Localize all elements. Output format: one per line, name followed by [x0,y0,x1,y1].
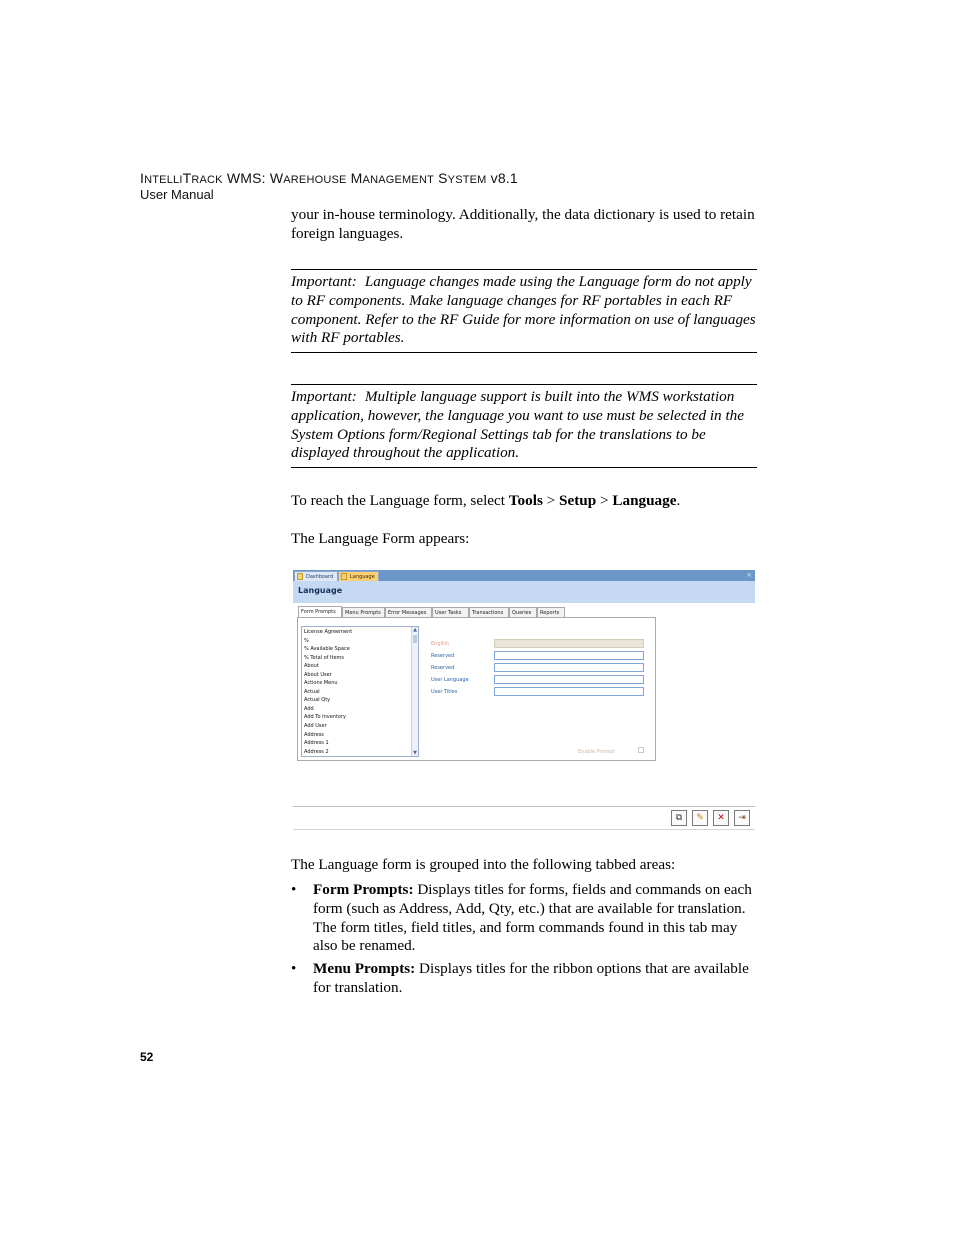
english-field [494,639,644,648]
reserved-label-2: Reserved [431,665,455,671]
tab-user-tasks[interactable]: User Tasks [432,607,469,617]
list-item[interactable]: Actual Qty [304,697,331,704]
running-header-title: INTELLITRACK WMS: WAREHOUSE MANAGEMENT SYSTEM v8.1 [140,170,518,186]
intro-paragraph: your in-house terminology. Additionally, the data dictionary is used to retain foreign languages. [291,206,755,242]
important-note-2 [291,384,757,468]
list-item[interactable]: Actual [304,688,320,695]
navigation-instruction: To reach the Language form, select Tools > Setup > Language. [291,492,681,509]
list-item: • Menu Prompts: Displays titles for the ribbon options that are available for translation. [291,960,749,996]
running-header-subtitle: User Manual [140,187,214,202]
form-title-bar [293,581,755,603]
tab-language[interactable]: Language [338,571,379,581]
form-icon [341,573,347,580]
list-item[interactable]: Add User [304,723,327,730]
list-item[interactable]: Actions Menu [304,680,338,687]
enable-prompt-checkbox[interactable] [638,747,644,753]
language-form-screenshot [293,570,755,830]
form-title: Language [298,586,343,595]
note-label: Important: [291,273,357,290]
list-item[interactable]: Address [304,731,324,738]
enable-prompt-label: Enable Prompt [578,749,615,755]
form-appears-text: The Language Form appears: [291,530,470,547]
user-language-label: User Language [431,677,469,683]
tab-error-messages[interactable]: Error Messages [385,607,432,617]
english-label: English [431,641,450,647]
prompt-list[interactable] [301,626,419,757]
tab-reports[interactable]: Reports [537,607,565,617]
scroll-up-icon[interactable]: ▲ [413,627,417,633]
document-tab-strip [293,570,755,581]
form-prompts-panel [297,617,656,761]
close-icon[interactable]: × [746,571,752,579]
scroll-down-icon[interactable]: ▼ [413,750,417,756]
tab-queries[interactable]: Queries [509,607,537,617]
list-item[interactable]: About User [304,671,332,678]
reserved-field-2[interactable] [494,663,644,672]
toolbar-bottom-divider [293,829,755,830]
scroll-thumb[interactable] [413,635,417,643]
user-titles-label: User Titles [431,689,458,695]
grouped-paragraph: The Language form is grouped into the following tabbed areas: [291,856,676,873]
copy-icon[interactable]: ⧉ [671,810,687,826]
list-item[interactable]: Add To Inventory [304,714,347,721]
list-item[interactable]: % [304,637,309,644]
list-item[interactable]: Address 1 [304,740,329,747]
delete-icon[interactable]: ✕ [713,810,729,826]
list-item[interactable]: About [304,663,319,670]
user-titles-field[interactable] [494,687,644,696]
list-item[interactable]: % Total of Items [304,654,345,661]
note-text: Multiple language support is built into the WMS workstation application, however, the language you want to use must be selected in the System Options form/Regional Settings tab for the translations to be displayed throughout the application. [291,388,745,462]
list-item[interactable]: Add [304,705,314,712]
list-item[interactable]: % Available Space [304,646,350,653]
list-item: • Form Prompts: Displays titles for forms, fields and commands on each form (such as Address, Add, Qty, etc.) that are available for translation. The form titles, field titles, and form commands found in this tab may also be renamed. [291,881,752,955]
user-language-field[interactable] [494,675,644,684]
list-scrollbar[interactable] [411,627,418,756]
reserved-field-1[interactable] [494,651,644,660]
list-item[interactable]: Address 2 [304,748,329,755]
list-item[interactable]: License Agreement [304,629,353,635]
exit-icon[interactable]: ⇥ [734,810,750,826]
important-note-1 [291,269,757,353]
reserved-label-1: Reserved [431,653,455,659]
tab-menu-prompts[interactable]: Menu Prompts [342,607,385,617]
note-label: Important: [291,388,357,405]
tab-dashboard[interactable]: Dashboard [294,571,338,581]
tab-transactions[interactable]: Transactions [469,607,509,617]
tab-description-list [291,881,757,1002]
toolbar-divider [293,806,755,807]
note-text: Language changes made using the Language form do not apply to RF components. Make language changes for RF portables in each RF component. Refer to the RF Guide for more information on use of languages with RF portables. [291,273,756,347]
form-icon [297,573,303,580]
tab-form-prompts[interactable]: Form Prompts [298,606,342,617]
page-number: 52 [140,1050,154,1064]
edit-icon[interactable]: ✎ [692,810,708,826]
